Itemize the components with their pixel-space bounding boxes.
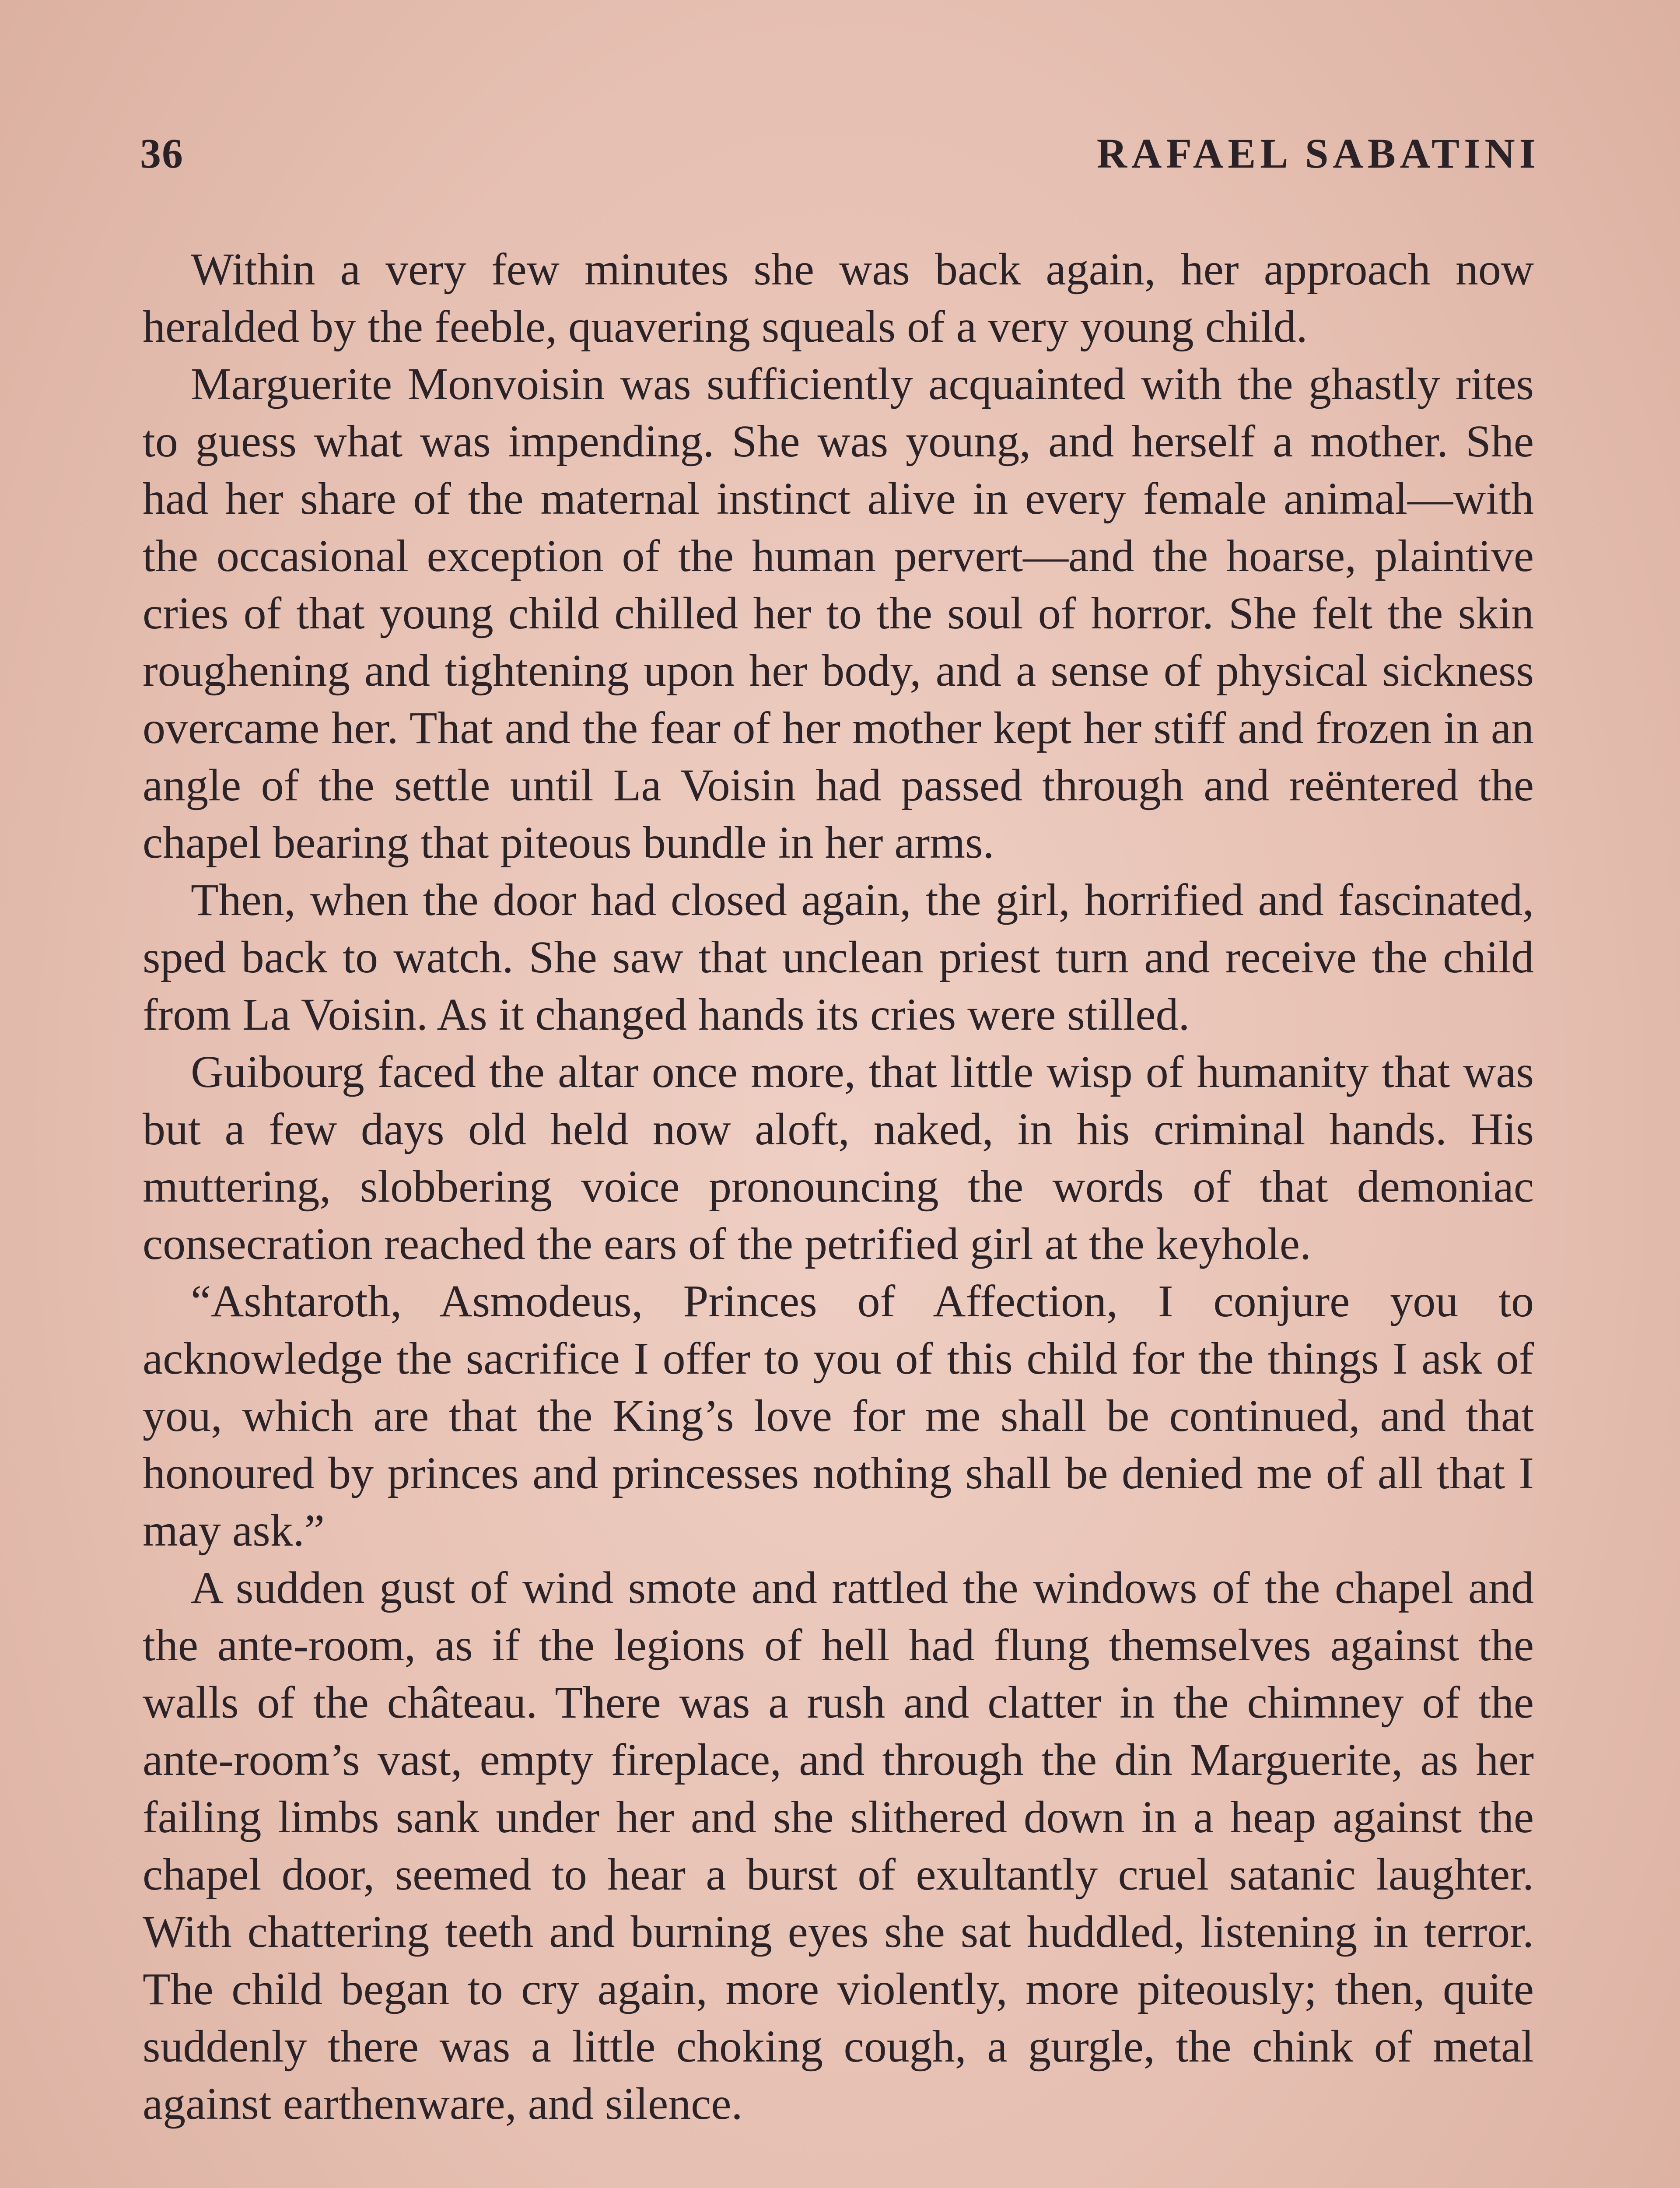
paragraph: A sudden gust of wind smote and rattled the windows of the chapel and the ante-room, as if the legions of hell had flung themselves against the walls of the château. There was a rush and clatter in the chimney of the ante-room’s vast, empty fireplace, and through the din Marguerite, as her failing limbs sank under her and she slithered down in a heap against the chapel door, seemed to hear a burst of exultantly cruel satanic laughter. With chattering teeth and burning eyes she sat huddled, listening in terror. The child began to cry again, more violently, more piteously; then, quite suddenly there was a little choking cough, a gurgle, the chink of metal against earthenware, and silence. bbox=[143, 1563, 1534, 2129]
paragraph: Then, when the door had closed again, the girl, horrified and fascinated, sped back to watch. She saw that unclean priest turn and receive the child from La Voisin. As it changed hands its cries were stilled. bbox=[143, 875, 1534, 1040]
page-number: 36 bbox=[140, 130, 184, 177]
page-header bbox=[140, 129, 1540, 190]
paragraph: Guibourg faced the altar once more, that little wisp of humanity that was but a few days old held now aloft, naked, in his criminal hands. His muttering, slobbering voice pronouncing the words of that demoniac consecration reached the ears of the petrified girl at the keyhole. bbox=[143, 1047, 1534, 1269]
paragraph: “Ashtaroth, Asmodeus, Princes of Affection, I conjure you to acknowledge the sacrifice I offer to you of this child for the things I ask of you, which are that the King’s love for me shall be continued, and that honoured by princes and princesses nothing shall be denied me of all that I may ask.” bbox=[143, 1276, 1534, 1556]
paragraph: Marguerite Monvoisin was sufficiently acquainted with the ghastly rites to guess what was impending. She was young, and herself a mother. She had her share of the maternal instinct alive in every female animal—with the occasional exception of the human pervert—and the hoarse, plaintive cries of that young child chilled her to the soul of horror. She felt the skin roughening and tightening upon her body, and a sense of physical sickness overcame her. That and the fear of her mother kept her stiff and frozen in an angle of the settle until La Voisin had passed through and reëntered the chapel bearing that piteous bundle in her arms. bbox=[143, 359, 1534, 868]
body-text bbox=[143, 241, 1534, 2132]
paragraph: Within a very few minutes she was back again, her approach now heralded by the feeble, quavering squeals of a very young child. bbox=[143, 244, 1534, 352]
running-head: RAFAEL SABATINI bbox=[1096, 130, 1540, 177]
